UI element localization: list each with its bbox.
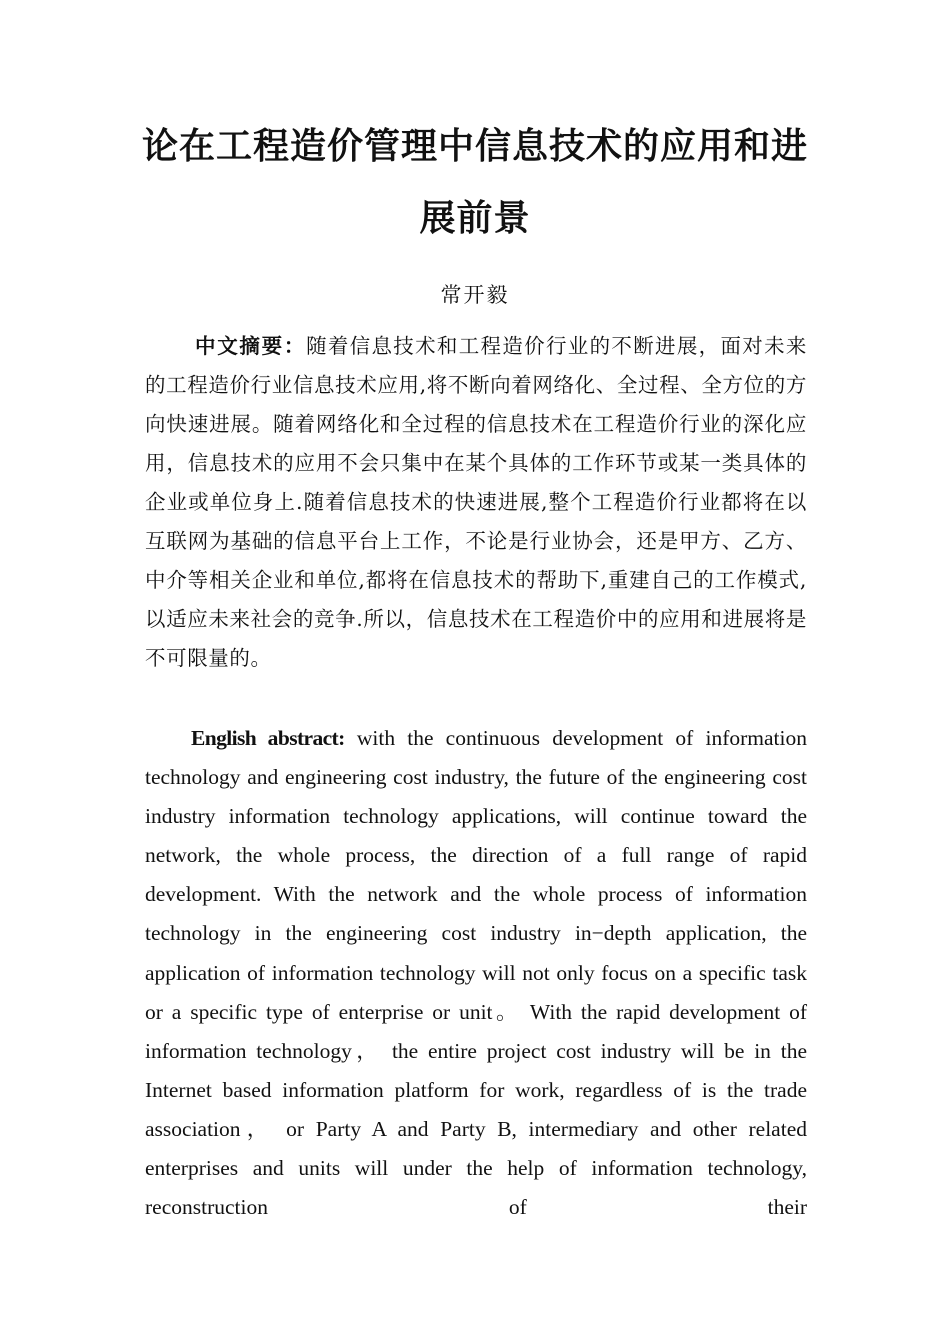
chinese-abstract-label: 中文摘要： bbox=[195, 334, 307, 358]
document-title-line-1: 论在工程造价管理中信息技术的应用和进 bbox=[141, 125, 808, 167]
english-abstract-text: with the continuous development of information technology and engineering cost industry, the future of the engineering cost industry information technology applications, will continue toward the network, the whole process, the direction of a full range of rapid development. With the network and the whole process of information technology in the engineering cost industry in−depth application, the application of information technology will not only focus on a specific task or a specific type of enterprise or unit。 With the rapid development of information technology， the entire project cost industry will be in the Internet based information platform for work, regardless of is the trade association， or Party A and Party B, intermediary and other related enterprises and units will under the help of information technology, reconstruction of their bbox=[145, 726, 808, 1220]
english-abstract bbox=[145, 719, 807, 1227]
chinese-abstract bbox=[145, 327, 807, 717]
document-title-line-2: 展前景 bbox=[419, 197, 531, 239]
english-abstract-label: English abstract: bbox=[191, 726, 345, 750]
author-name: 常开毅 bbox=[440, 283, 510, 307]
chinese-abstract-text: 随着信息技术和工程造价行业的不断进展，面对未来的工程造价行业信息技术应用,将不断向着网络化、全过程、全方位的方向快速进展。随着网络化和全过程的信息技术在工程造价行业的深化应用，信息技术的应用不会只集中在某个具体的工作环节或某一类具体的企业或单位身上.随着信息技术的快速进展,整个工程造价行业都将在以互联网为基础的信息平台上工作，不论是行业协会，还是甲方、乙方、中介等相关企业和单位,都将在信息技术的帮助下,重建自己的工作模式,以适应未来社会的竞争.所以，信息技术在工程造价中的应用和进展将是不可限量的。 bbox=[145, 334, 807, 670]
